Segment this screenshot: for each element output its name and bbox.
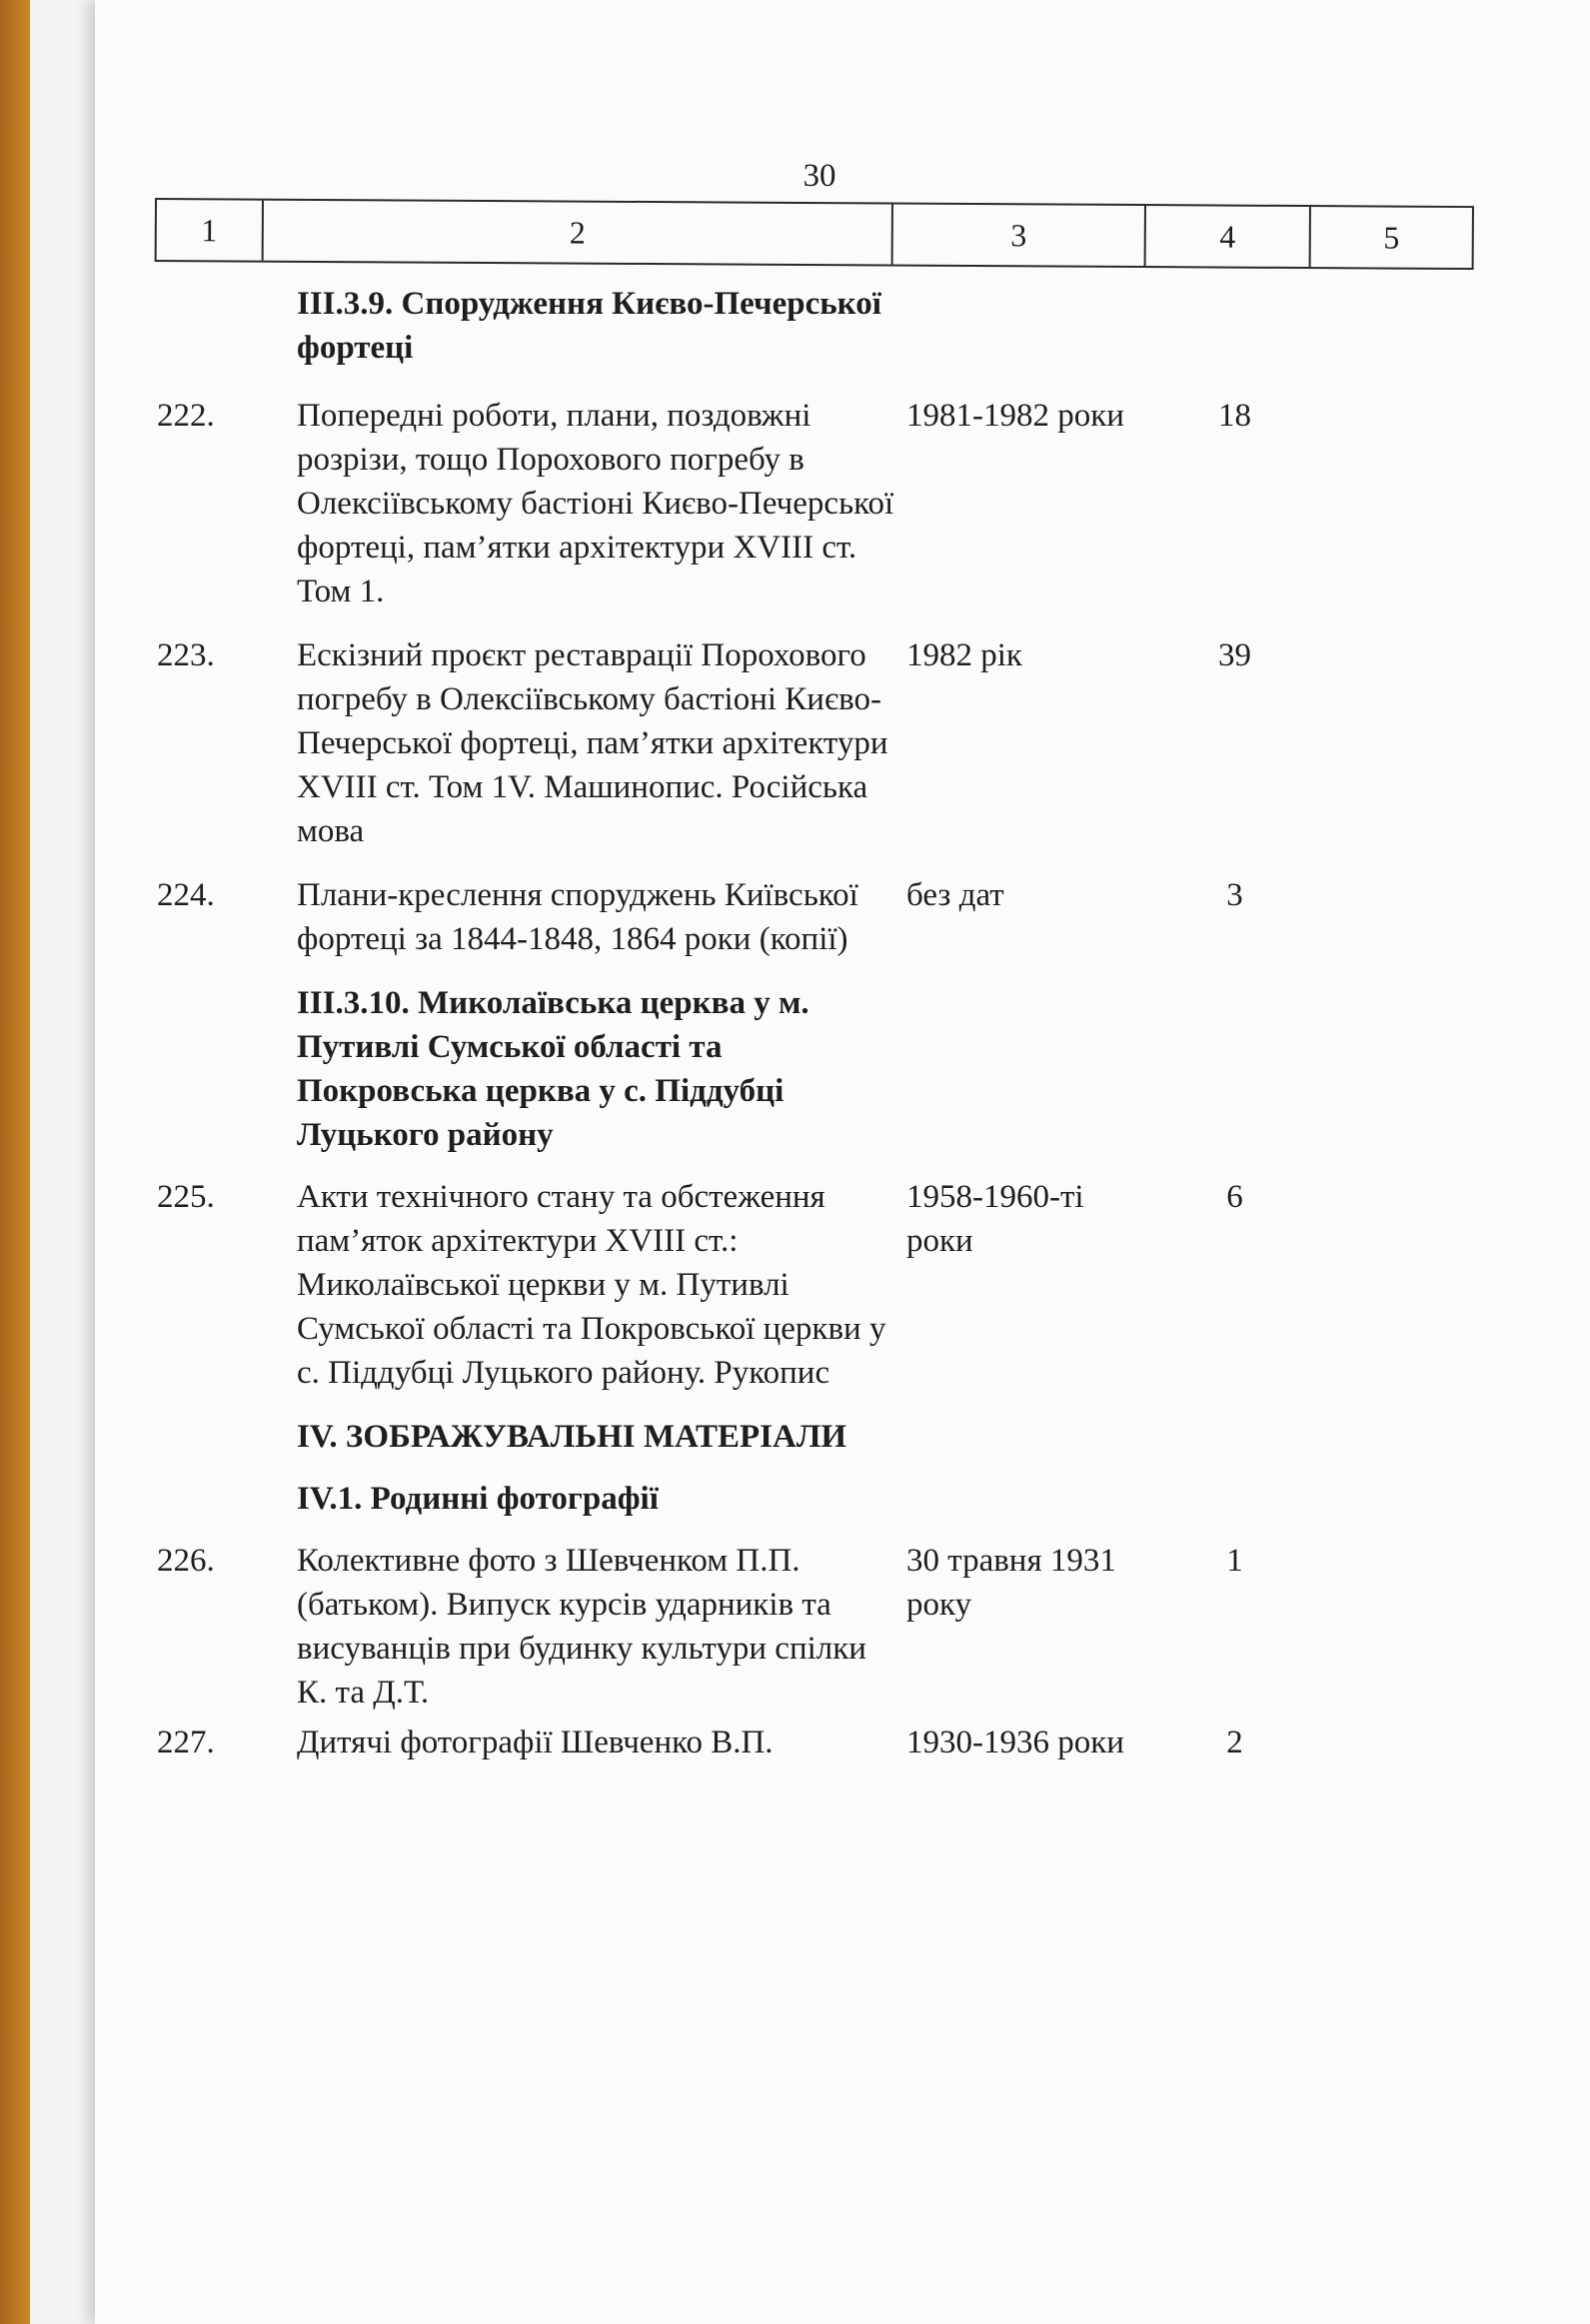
item-sheet-count: 1 <box>1226 1543 1243 1579</box>
item-sheet-count: 39 <box>1218 637 1251 673</box>
column-header-table <box>155 198 1474 270</box>
item-date: без дат <box>906 877 1004 913</box>
item-sheet-count: 2 <box>1226 1725 1243 1760</box>
table-row <box>155 1721 1474 1764</box>
section-heading-fortress: III.3.9. Спорудження Києво-Печерської фортеці <box>297 286 881 366</box>
table-row <box>155 1175 1474 1395</box>
item-sheet-count: 18 <box>1218 398 1251 434</box>
column-header-5: 5 <box>1383 219 1400 256</box>
item-number: 227. <box>157 1725 215 1760</box>
table-row <box>155 633 1474 853</box>
item-number: 225. <box>157 1179 215 1215</box>
column-header-2: 2 <box>264 201 893 265</box>
section-heading-churches: III.3.10. Миколаївська церква у м. Путивлі Сумської області та Покровська церква у с. Піддубці Луцького району <box>297 985 809 1153</box>
section-heading-visual-materials: IV. ЗОБРАЖУВАЛЬНІ МАТЕРІАЛИ <box>297 1419 847 1455</box>
item-date: 1958-1960-ті роки <box>906 1179 1084 1259</box>
table-row <box>155 873 1474 961</box>
column-header-3: 3 <box>893 205 1146 267</box>
item-number: 222. <box>157 398 215 434</box>
item-title: Попередні роботи, плани, поздовжні розрізи, тощо Порохового погребу в Олексіївському бастіоні Києво-Печерської фортеці, пам’ятки архітектури XVIII ст. Том 1. <box>297 398 894 609</box>
page-number: 30 <box>802 158 836 194</box>
table-row <box>155 394 1474 613</box>
column-header-1: 1 <box>157 200 264 261</box>
item-title: Дитячі фотографії Шевченко В.П. <box>297 1725 774 1760</box>
item-title: Плани-креслення споруджень Київської фортеці за 1844-1848, 1864 роки (копії) <box>297 877 858 957</box>
item-title: Ескізний проєкт реставрації Порохового погребу в Олексіївському бастіоні Києво-Печерської фортеці, пам’ятки архітектури XVIII ст. Том 1V. Машинопис. Російська мова <box>297 637 888 849</box>
item-date: 1982 рік <box>906 637 1022 673</box>
item-date: 1930-1936 роки <box>906 1725 1124 1760</box>
item-date: 30 травня 1931 року <box>906 1543 1116 1623</box>
item-title: Акти технічного стану та обстеження пам’яток архітектури XVIII ст.: Миколаївської церкви у м. Путивлі Сумської області та Покровської церкви у с. Піддубці Луцького району. Рукопис <box>297 1179 886 1391</box>
item-sheet-count: 6 <box>1226 1179 1243 1215</box>
item-number: 226. <box>157 1543 215 1579</box>
item-date: 1981-1982 роки <box>906 398 1124 434</box>
item-number: 224. <box>157 877 215 913</box>
section-heading-family-photos: IV.1. Родинні фотографії <box>297 1481 659 1517</box>
inventory-list <box>155 282 1474 1784</box>
item-number: 223. <box>157 637 215 673</box>
item-sheet-count: 3 <box>1226 877 1243 913</box>
column-header-4: 4 <box>1146 206 1311 267</box>
table-row <box>155 1539 1474 1715</box>
item-title: Колективне фото з Шевченком П.П. (батьком). Випуск курсів ударників та висуванців при будинку культури спілки К. та Д.Т. <box>297 1543 866 1711</box>
